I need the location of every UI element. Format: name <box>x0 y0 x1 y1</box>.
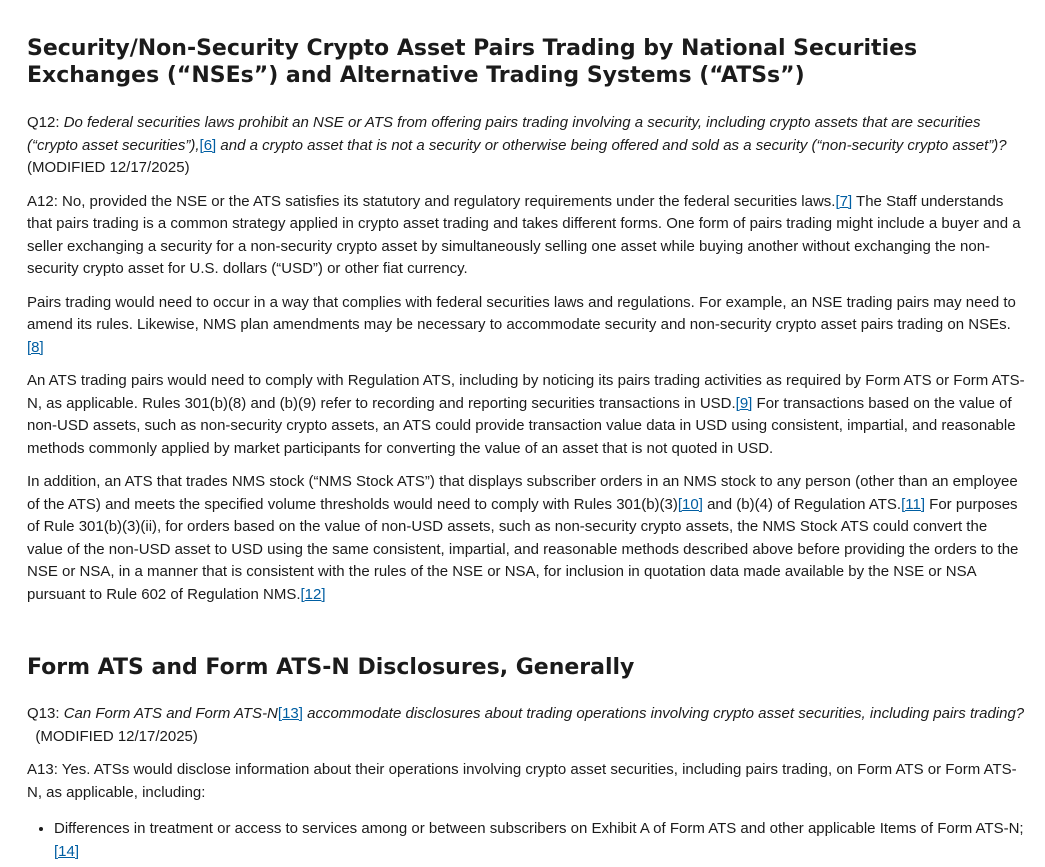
answer-12-paragraph-1 <box>27 191 1025 281</box>
footnote-14-link[interactable]: [14] <box>54 842 80 860</box>
question-13-text-b: accommodate disclosures about trading operations involving crypto asset securities, including pairs trading? <box>302 705 1025 722</box>
answer-12-paragraph-2 <box>27 292 1025 360</box>
answer-12-text-b: The Staff understands that pairs trading is a common strategy applied in crypto asset trading and takes different forms. One form of pairs trading might include a buyer and a seller exchanging a security for a non-security crypto asset by simultaneously selling one asset while buying another without exchanging the non-security crypto asset for U.S. dollars (“USD”) or other fiat currency. <box>27 192 1021 277</box>
answer-13-paragraph-1: A13: Yes. ATSs would disclose information about their operations involving crypto asset securities, including pairs trading, on Form ATS or Form ATS-N, as applicable, including: <box>27 761 1017 801</box>
footnote-10-link[interactable]: [10] <box>677 495 703 513</box>
question-13 <box>27 703 1025 748</box>
footnote-9-link[interactable]: [9] <box>735 394 753 412</box>
answer-12-text-a: A12: No, provided the NSE or the ATS satisfies its statutory and regulatory requirements under the federal securities laws. <box>27 192 836 210</box>
answer-12-p3-text-b: For transactions based on the value of non-USD assets, such as non-security crypto assets, an ATS could provide transaction value data in USD using consistent, impartial, and reasonable methods commonly applied by market participants for converting the value of an asset that is not quoted in USD. <box>27 394 1016 457</box>
answer-12-paragraph-3 <box>27 370 1025 460</box>
list-item <box>54 818 1025 863</box>
footnote-12-link[interactable]: [12] <box>300 585 326 603</box>
list-item-text: Differences in treatment or access to services among or between subscribers on Exhibit A of Form ATS and other applicable Items of Form ATS-N; <box>54 820 1024 837</box>
question-13-text-a: Can Form ATS and Form ATS-N <box>63 705 278 722</box>
section-heading-pairs-trading: Security/Non-Security Crypto Asset Pairs Trading by National Securities Exchanges (“NSEs”) and Alternative Trading Systems (“ATSs”) <box>27 36 918 88</box>
question-12-text-a: Do federal securities laws prohibit an NSE or ATS from offering pairs trading involving a security, including crypto assets that are securities (“crypto asset securities”), <box>27 114 981 154</box>
answer-12-p4-text-b: and (b)(4) of Regulation ATS. <box>702 495 902 513</box>
question-12 <box>27 112 1025 180</box>
answer-12-p3-text-a: An ATS trading pairs would need to comply with Regulation ATS, including by noticing its pairs trading activities as required by Form ATS or Form ATS-N, as applicable. Rules 301(b)(8) and (b)(9) refer to recording and reporting securities transactions in USD. <box>27 372 1025 412</box>
answer-12-p2-text: Pairs trading would need to occur in a way that complies with federal securities laws and regulations. For example, an NSE trading pairs may need to amend its rules. Likewise, NMS plan amendments may be necessary to accommodate security and non-security crypto asset pairs trading on NSEs. <box>27 293 1016 333</box>
question-12-prefix: Q12: <box>27 114 64 131</box>
section-heading-form-ats-disclosures: Form ATS and Form ATS-N Disclosures, Generally <box>27 655 635 680</box>
footnote-13-link[interactable]: [13] <box>277 705 303 722</box>
footnote-11-link[interactable]: [11] <box>901 495 925 513</box>
question-13-prefix: Q13: <box>27 705 64 722</box>
question-12-modified: (MODIFIED 12/17/2025) <box>27 159 190 176</box>
footnote-7-link[interactable]: [7] <box>835 192 853 210</box>
answer-12-p4-text-c: For purposes of Rule 301(b)(3)(ii), for orders based on the value of non-USD assets, such as non-security crypto assets, the NMS Stock ATS could convert the value of the non-USD asset to USD using the same consistent, impartial, and reasonable methods described above before providing the orders to the NSE or NSA, in a manner that is consistent with the rules of the NSE or NSA, for inclusion in quotation data made available by the NSE or NSA pursuant to Rule 602 of Regulation NMS. <box>27 495 1019 603</box>
answer-12-paragraph-4 <box>27 471 1025 606</box>
footnote-6-link[interactable]: [6] <box>199 136 217 154</box>
question-12-text-b: and a crypto asset that is not a security or otherwise being offered and sold as a security (“non-security crypto asset”)? <box>216 136 1007 154</box>
question-13-modified: (MODIFIED 12/17/2025) <box>27 727 198 745</box>
answer-12-p4-text-a: In addition, an ATS that trades NMS stock (“NMS Stock ATS”) that displays subscriber orders in an NMS stock to any person (other than an employee of the ATS) and meets the specified volume thresholds would need to comply with Rules 301(b)(3) <box>27 473 1018 513</box>
footnote-8-link[interactable]: [8] <box>27 338 44 356</box>
answer-13-list <box>27 818 1025 863</box>
